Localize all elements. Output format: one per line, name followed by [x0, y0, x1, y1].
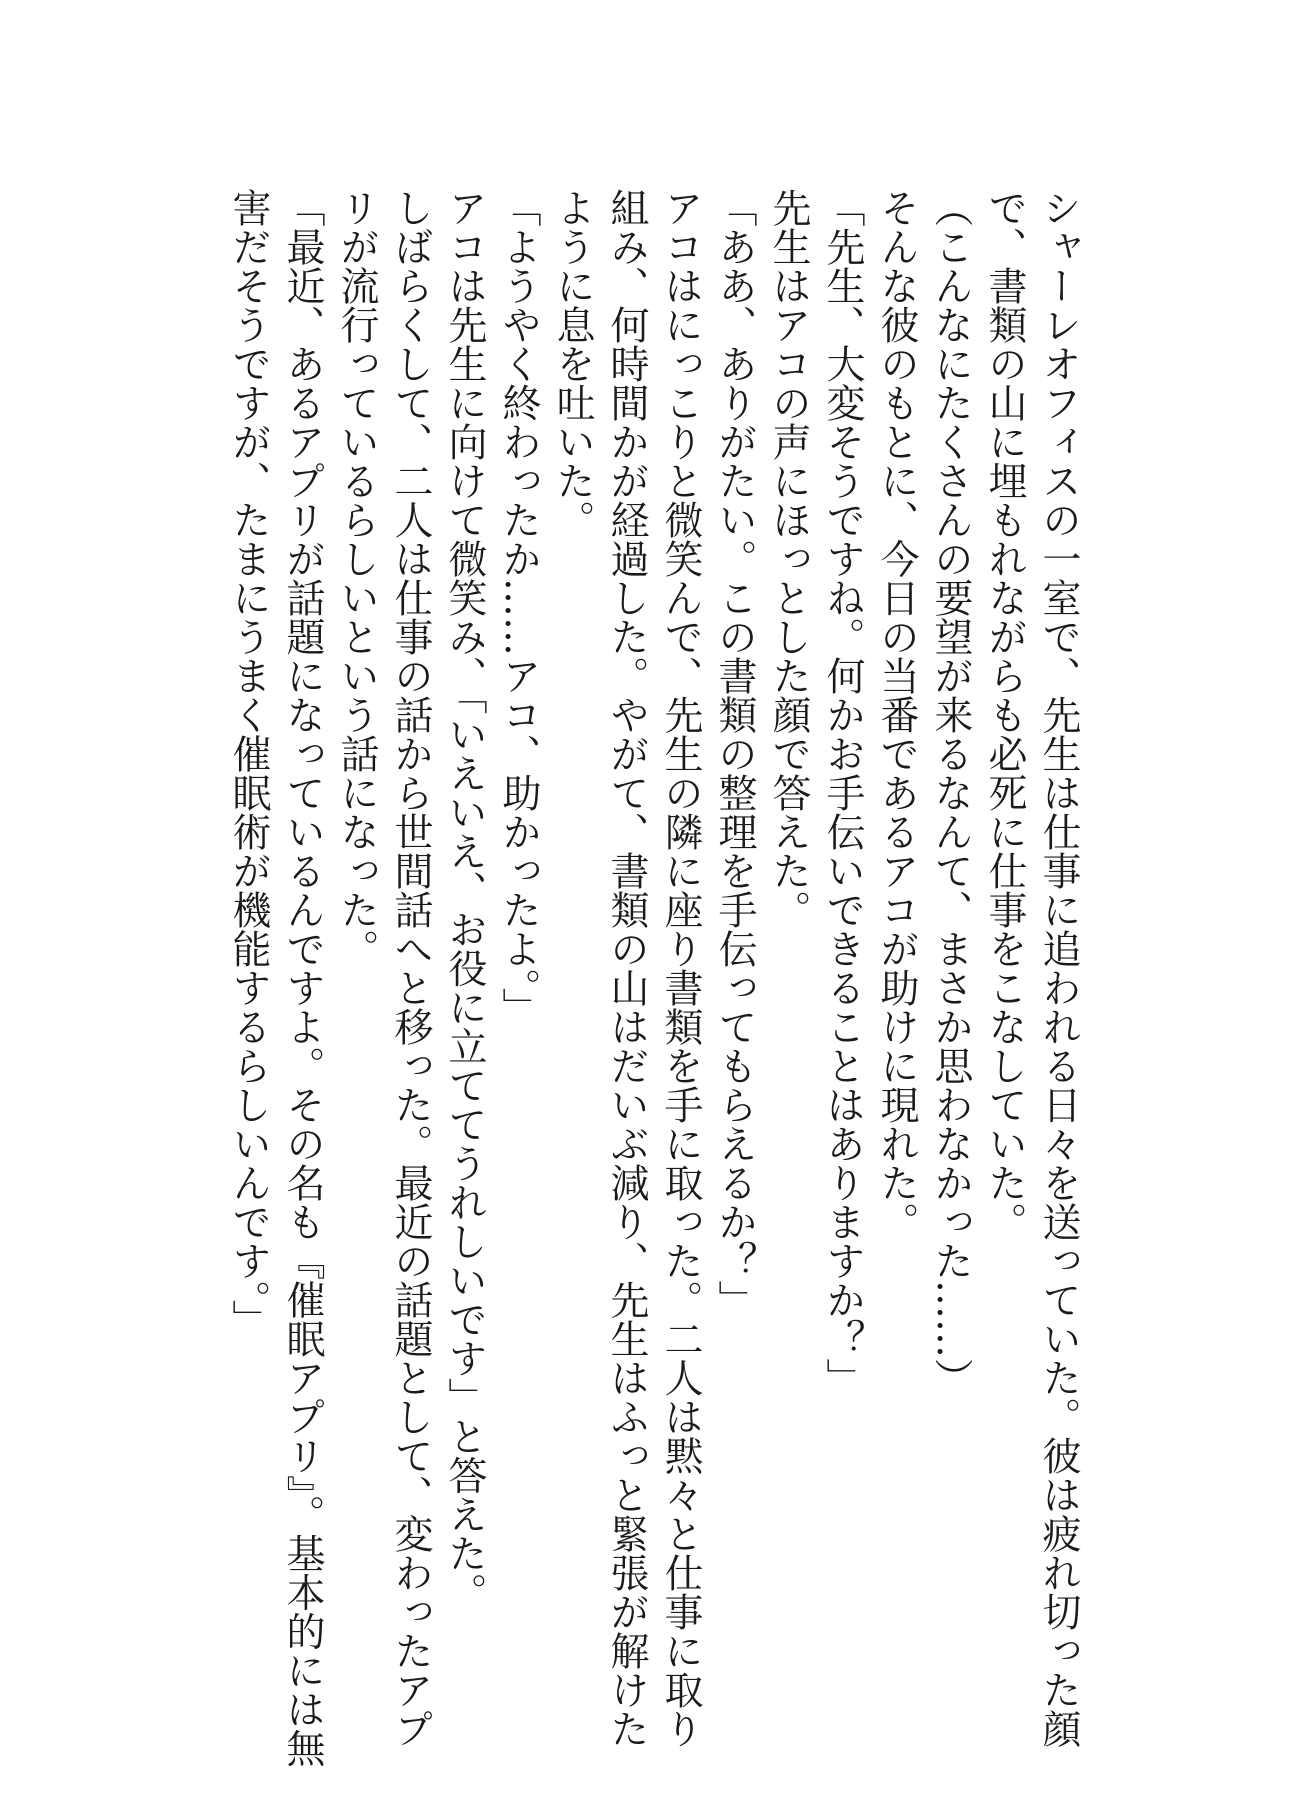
- text-line: 「ああ、ありがたい。この書類の整理を手伝ってもらえるか？」: [712, 188, 757, 1319]
- text-line: しばらくして、二人は仕事の話から世間話へと移った。最近の話題として、変わったアプ: [388, 188, 433, 1748]
- text-line: 組み、何時間かが経過した。やがて、書類の山はだいぶ減り、先生はふっと緊張が解けた: [604, 188, 649, 1748]
- text-line: ように息を吐いた。: [550, 188, 595, 539]
- vertical-text-body: [221, 188, 1085, 1768]
- text-line: シャーレオフィスの一室で、先生は仕事に追われる日々を送っていた。彼は疲れ切った顔: [1036, 188, 1081, 1748]
- text-line: 「最近、あるアプリが話題になっているんですよ。その名も『催眠アプリ』。基本的には無: [280, 188, 325, 1768]
- text-line: アコはにっこりと微笑んで、先生の隣に座り書類を手に取った。二人は黙々と仕事に取り: [658, 188, 703, 1748]
- text-line: 害だそうですが、たまにうまく催眠術が機能するらしいんです。」: [226, 188, 271, 1339]
- text-line: （こんなにたくさんの要望が来るなんて、まさか思わなかった……）: [928, 188, 973, 1397]
- text-line: そんな彼のもとに、今日の当番であるアコが助けに現れた。: [874, 188, 919, 1241]
- text-line: で、書類の山に埋もれながらも必死に仕事をこなしていた。: [982, 188, 1027, 1241]
- text-line: 先生はアコの声にほっとした顔で答えた。: [766, 188, 811, 929]
- text-line: アコは先生に向けて微笑み、「いえいえ、お役に立ててうれしいです」と答えた。: [442, 188, 487, 1612]
- text-line: 「先生、大変そうですね。何かお手伝いできることはありますか？」: [820, 188, 865, 1397]
- text-line: 「ようやく終わったか……アコ、助かったよ。」: [496, 188, 541, 1027]
- text-line: リが流行っているらしいという話になった。: [334, 188, 379, 968]
